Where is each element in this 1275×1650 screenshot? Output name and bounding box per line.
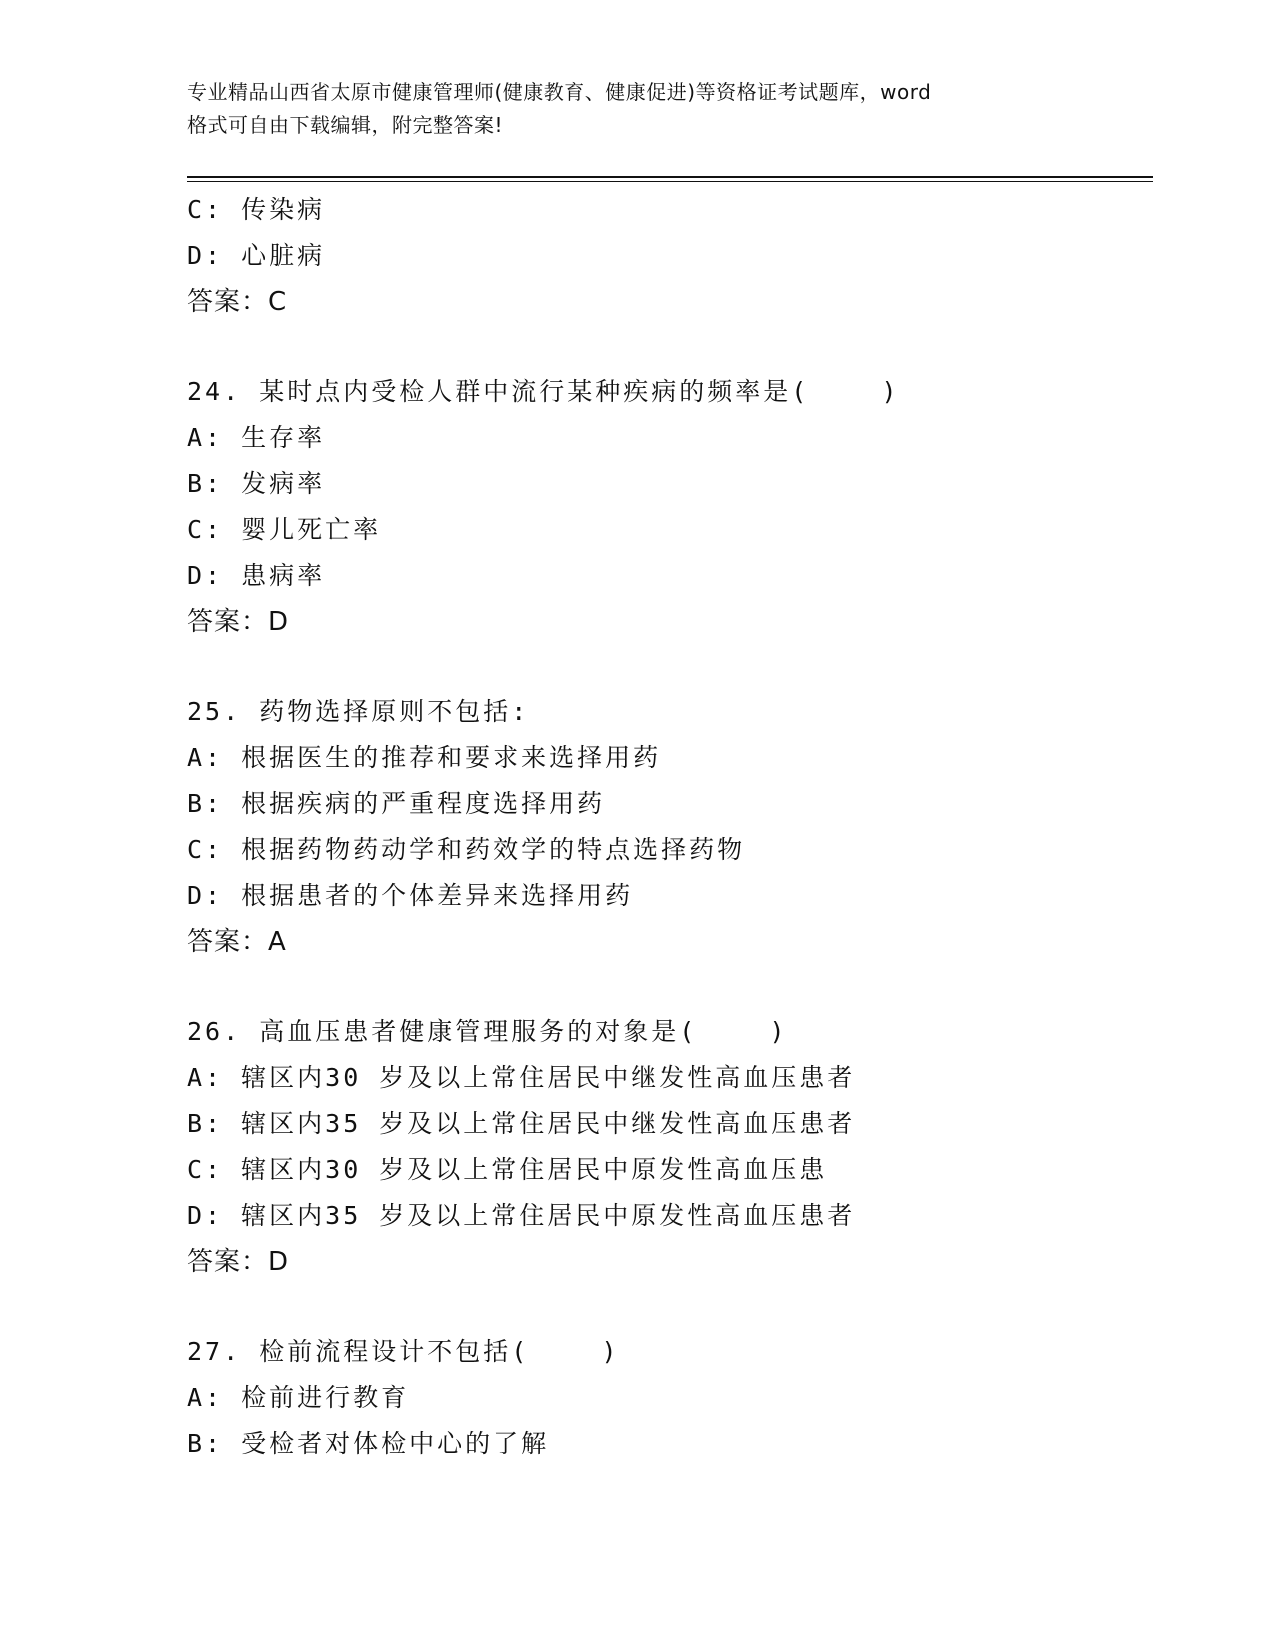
- spacer: [187, 965, 1147, 1009]
- question-27: [187, 1329, 1147, 1467]
- option-d: D: 辖区内35 岁及以上常住居民中原发性高血压患者: [187, 1201, 856, 1230]
- answer-line: 答案：D: [187, 1247, 290, 1277]
- option-c: C: 根据药物药动学和药效学的特点选择药物: [187, 835, 746, 864]
- question-text: 24. 某时点内受检人群中流行某种疾病的频率是( ): [187, 377, 900, 406]
- option-a: A: 检前进行教育: [187, 1383, 410, 1412]
- answer-line: 答案：C: [187, 287, 288, 317]
- document-header: [187, 76, 1107, 142]
- option-c: C: 传染病: [187, 195, 326, 224]
- option-b: B: 发病率: [187, 469, 326, 498]
- option-d: D: 患病率: [187, 561, 326, 590]
- question-text: 26. 高血压患者健康管理服务的对象是( ): [187, 1017, 788, 1046]
- question-text: 27. 检前流程设计不包括( ): [187, 1337, 620, 1366]
- question-23-continued: [187, 187, 1147, 325]
- question-25: [187, 689, 1147, 965]
- header-divider-thin: [187, 181, 1153, 182]
- spacer: [187, 325, 1147, 369]
- header-divider-thick: [187, 176, 1153, 178]
- answer-line: 答案：A: [187, 927, 287, 957]
- header-line-2: 格式可自由下载编辑，附完整答案!: [187, 113, 504, 137]
- option-b: B: 辖区内35 岁及以上常住居民中继发性高血压患者: [187, 1109, 856, 1138]
- header-line-1: 专业精品山西省太原市健康管理师(健康教育、健康促进)等资格证考试题库，word: [187, 80, 932, 104]
- option-d: D: 心脏病: [187, 241, 326, 270]
- option-a: A: 根据医生的推荐和要求来选择用药: [187, 743, 662, 772]
- option-a: A: 生存率: [187, 423, 326, 452]
- question-26: [187, 1009, 1147, 1285]
- question-list: [187, 187, 1147, 1467]
- option-d: D: 根据患者的个体差异来选择用药: [187, 881, 634, 910]
- option-c: C: 辖区内30 岁及以上常住居民中原发性高血压患: [187, 1155, 828, 1184]
- question-text: 25. 药物选择原则不包括:: [187, 697, 530, 726]
- question-24: [187, 369, 1147, 645]
- option-b: B: 受检者对体检中心的了解: [187, 1429, 550, 1458]
- option-a: A: 辖区内30 岁及以上常住居民中继发性高血压患者: [187, 1063, 856, 1092]
- spacer: [187, 645, 1147, 689]
- spacer: [187, 1285, 1147, 1329]
- option-b: B: 根据疾病的严重程度选择用药: [187, 789, 606, 818]
- option-c: C: 婴儿死亡率: [187, 515, 382, 544]
- answer-line: 答案：D: [187, 607, 290, 637]
